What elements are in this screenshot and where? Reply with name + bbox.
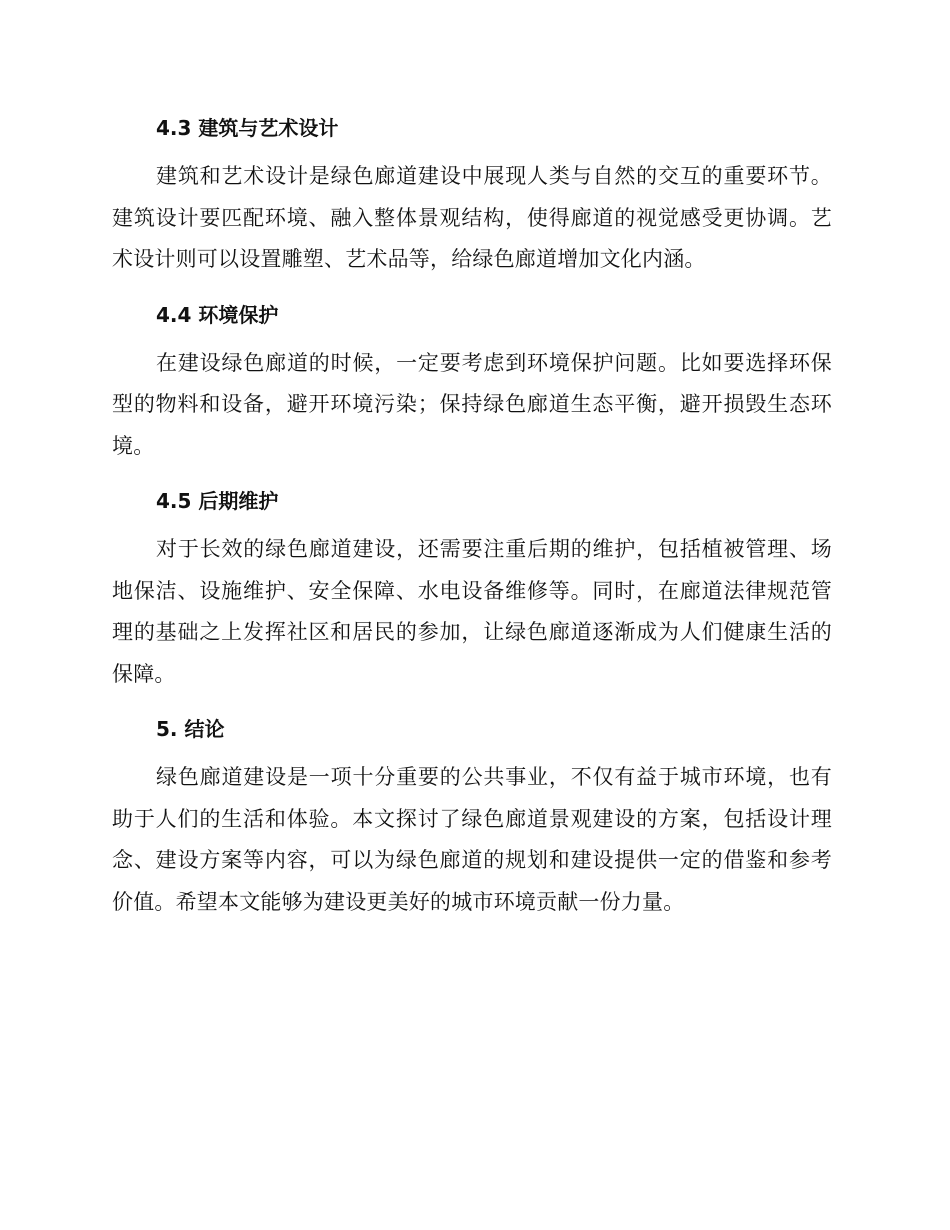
section-paragraph: 建筑和艺术设计是绿色廊道建设中展现人类与自然的交互的重要环节。建筑设计要匹配环境、融入整体景观结构，使得廊道的视觉感受更协调。艺术设计则可以设置雕塑、艺术品等，给绿色廊道增加文化内涵。 [112,164,832,271]
section-conclusion [112,709,832,923]
section-architecture-art-design [112,108,832,281]
section-heading: 4.3 建筑与艺术设计 [156,116,339,140]
document-body [112,108,832,937]
section-paragraph: 在建设绿色廊道的时候，一定要考虑到环境保护问题。比如要选择环保型的物料和设备，避开环境污染；保持绿色廊道生态平衡，避开损毁生态环境。 [112,350,832,458]
section-heading: 4.4 环境保护 [156,302,279,327]
section-heading: 4.5 后期维护 [156,489,279,513]
section-heading: 5. 结论 [156,717,225,741]
section-later-maintenance [112,481,832,695]
section-paragraph: 对于长效的绿色廊道建设，还需要注重后期的维护，包括植被管理、场地保洁、设施维护、安全保障、水电设备维修等。同时，在廊道法律规范管理的基础之上发挥社区和居民的参加，让绿色廊道逐渐成为人们健康生活的保障。 [112,537,832,686]
section-environmental-protection [112,295,832,468]
section-paragraph: 绿色廊道建设是一项十分重要的公共事业，不仅有益于城市环境，也有助于人们的生活和体验。本文探讨了绿色廊道景观建设的方案，包括设计理念、建设方案等内容，可以为绿色廊道的规划和建设提供一定的借鉴和参考价值。希望本文能够为建设更美好的城市环境贡献一份力量。 [112,765,832,914]
